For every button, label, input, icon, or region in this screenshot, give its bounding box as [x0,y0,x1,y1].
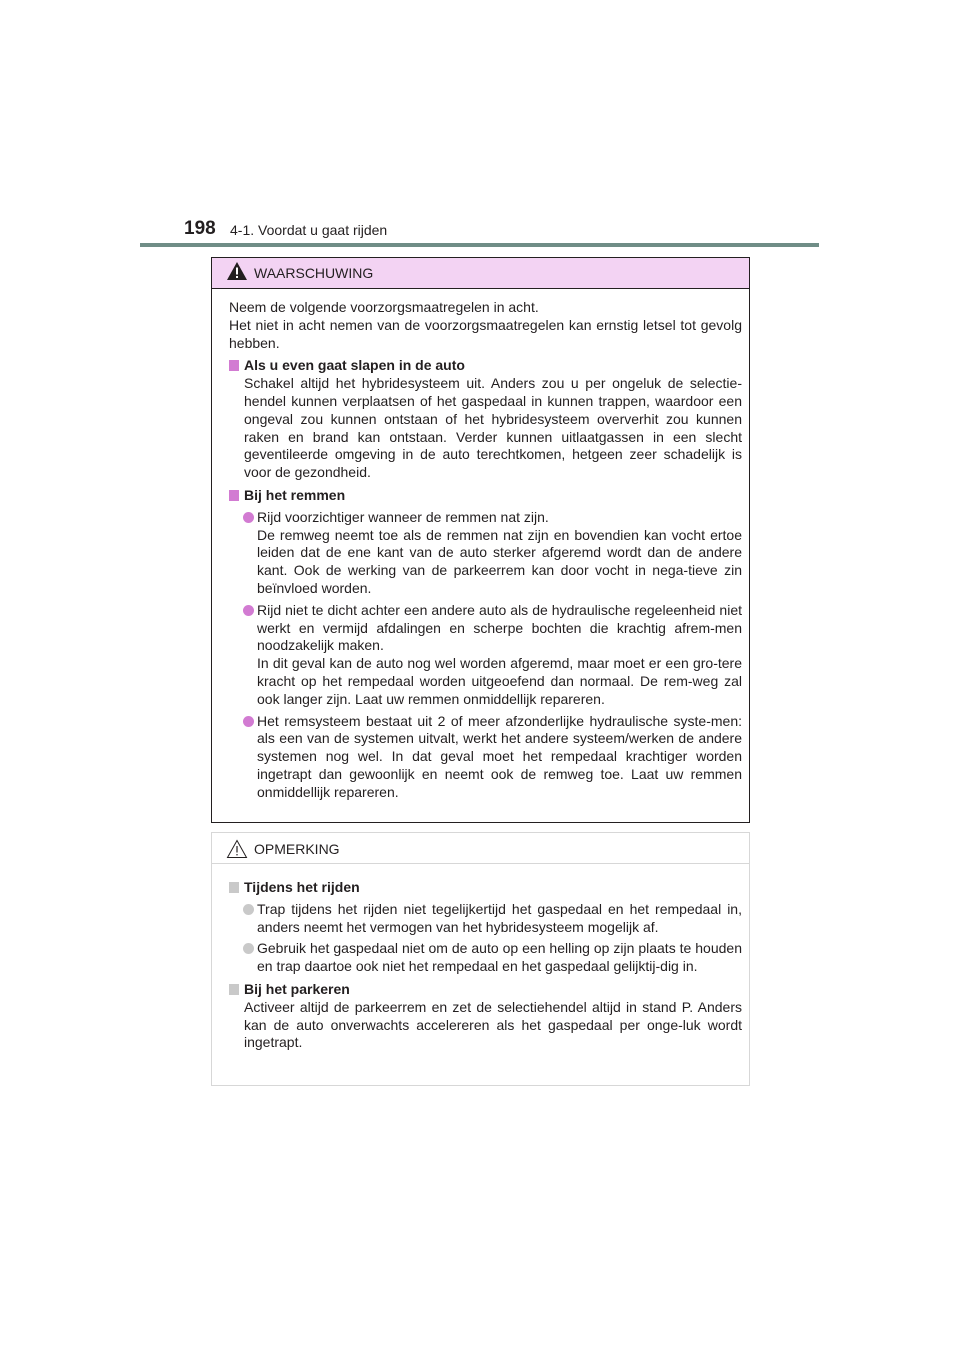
section-heading: Bij het remmen [244,486,346,503]
circle-bullet-icon [243,605,254,616]
bullet-text: In dit geval kan de auto nog wel worden afgeremd, maar moet er een gro-tere kracht op het rempedaal worden uitgeoefend dan normaal. De rem-weg zal ook langer zijn. Laat uw remmen onmiddellijk repareren. [257,655,742,707]
circle-bullet-icon [243,716,254,727]
list-item [229,940,742,976]
warning-section [229,487,742,802]
notice-section [229,879,742,976]
bullet-text: Trap tijdens het rijden niet tegelijkertijd het gaspedaal en het rempedaal in, anders neemt het vermogen van het hybridesysteem mogelijk af. [257,900,742,935]
circle-bullet-icon [243,943,254,954]
notice-title: OPMERKING [254,841,340,857]
section-text: Schakel altijd het hybridesysteem uit. Anders zou u per ongeluk de selectie-hendel kunnen verplaatsen of het gaspedaal in kunnen trappen, waardoor een ongeval zou kunnen ontstaan of het hybridesysteem oververhit zou kunnen raken en brand kan ontstaan. Verder kunnen uitlaatgassen in een slecht geventileerde omgeving in de auto terechtkomen, hetgeen zeer schadelijk is voor de gezondheid. [244,375,742,481]
list-item [229,602,742,709]
warning-box [211,257,750,823]
list-item [229,509,742,598]
bullet-text: Rijd voorzichtiger wanneer de remmen nat zijn. [257,508,549,525]
square-bullet-icon [229,490,239,501]
warning-title: WAARSCHUWING [254,265,374,281]
page-number: 198 [184,218,216,239]
section-heading: Tijdens het rijden [244,879,360,895]
square-bullet-icon [229,360,239,371]
section-text: Activeer altijd de parkeerrem en zet de selectiehendel altijd in stand P. Anders kan de auto onverwachts accelereren als het gaspedaal per onge-luk wordt ingetrapt. [244,998,742,1051]
header-rule [140,243,819,247]
square-bullet-icon [229,882,239,893]
notice-header [212,833,749,864]
warning-triangle-outline-icon [226,839,248,859]
warning-section [229,357,742,482]
circle-bullet-icon [243,512,254,523]
warning-intro-line: Het niet in acht nemen van de voorzorgsmaatregelen kan ernstig letsel tot gevolg hebben. [229,316,742,351]
notice-box [211,832,750,1086]
warning-triangle-filled-icon [226,261,248,281]
section-title: 4-1. Voordat u gaat rijden [230,222,388,238]
bullet-text: Gebruik het gaspedaal niet om de auto op een helling op zijn plaats te houden en trap daartoe ook niet het rempedaal en het gaspedaal gelijktij-dig in. [257,940,742,975]
circle-bullet-icon [243,904,254,915]
warning-intro-line: Neem de volgende voorzorgsmaatregelen in acht. [229,299,539,315]
bullet-text: Het remsysteem bestaat uit 2 of meer afzonderlijke hydraulische syste-men: als een van de systemen uitvalt, werkt het andere systeem/werken de andere systemen nog wel. In dat geval moet het rempedaal krachtiger worden ingetrapt dan gewoonlijk en neemt ook de remweg toe. Laat uw remmen onmiddellijk repareren. [257,712,742,800]
bullet-text: De remweg neemt toe als de remmen nat zijn en bovendien kan vocht ertoe leiden dat de ene kant van de auto sterker afgeremd wordt dan de andere kant. Ook de werking van de parkeerrem kan door vocht in nega-tieve zin beïnvloed worden. [257,526,742,596]
section-heading: Bij het parkeren [244,980,350,997]
bullet-text: Rijd niet te dicht achter een andere auto als de hydraulische regeleenheid niet werkt en vermijd afdalingen en scherpe bochten die krachtig afrem-men noodzakelijk maken. [257,601,742,654]
warning-header [212,258,749,289]
notice-body [212,864,749,1052]
list-item [229,901,742,937]
square-bullet-icon [229,984,239,995]
list-item [229,713,742,802]
notice-section [229,981,742,1052]
warning-body [212,289,749,802]
section-heading: Als u even gaat slapen in de auto [244,357,465,374]
